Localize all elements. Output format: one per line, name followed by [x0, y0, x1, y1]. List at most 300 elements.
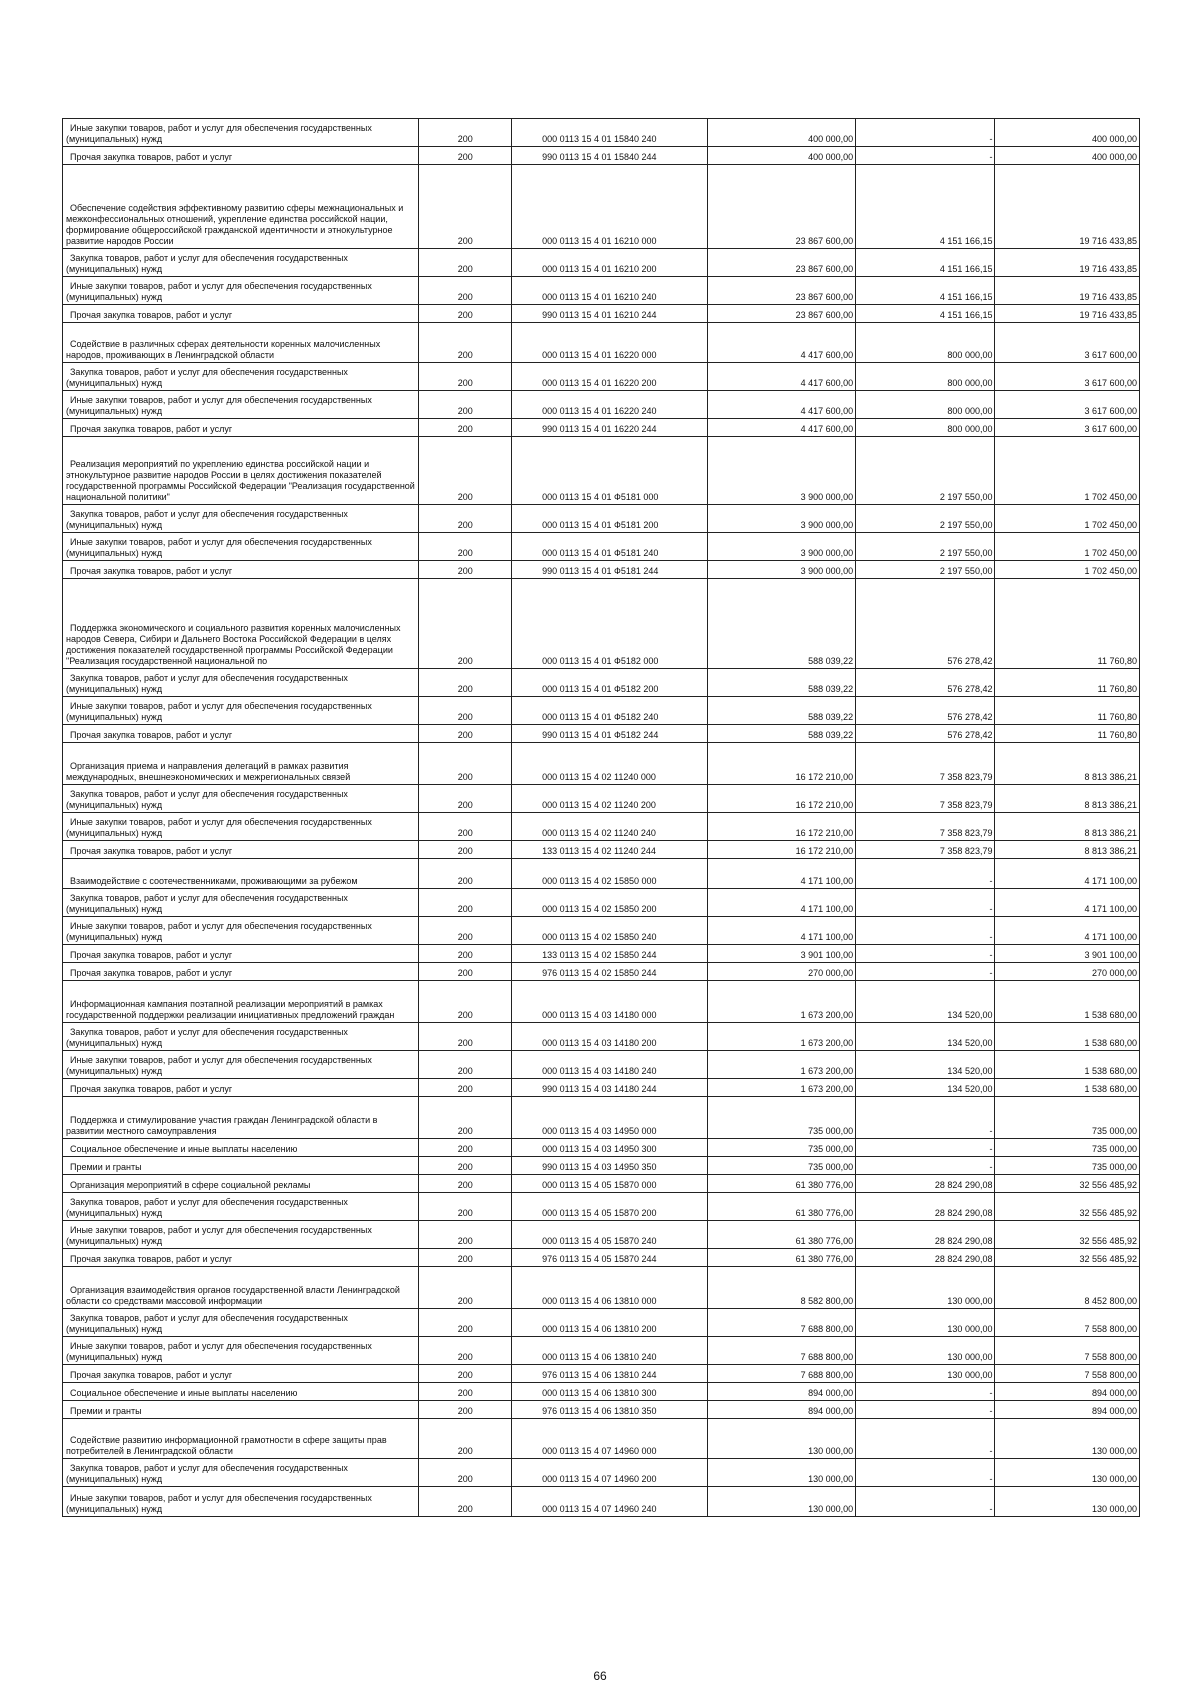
row-line-code: 200 [418, 1079, 512, 1097]
row-budget-code: 990 0113 15 4 01 16210 244 [512, 305, 707, 323]
table-row [63, 669, 1140, 697]
row-budget-code: 000 0113 15 4 03 14180 200 [512, 1023, 707, 1051]
row-unexecuted: 1 538 680,00 [995, 1023, 1140, 1051]
table-row [63, 1157, 1140, 1175]
table-row [63, 743, 1140, 785]
row-executed: 134 520,00 [856, 1023, 995, 1051]
row-budget-code: 000 0113 15 4 07 14960 200 [512, 1459, 707, 1487]
row-line-code: 200 [418, 391, 512, 419]
row-unexecuted: 32 556 485,92 [995, 1221, 1140, 1249]
row-name: Прочая закупка товаров, работ и услуг [63, 725, 419, 743]
row-unexecuted: 32 556 485,92 [995, 1193, 1140, 1221]
row-budget-code: 000 0113 15 4 01 Ф5182 200 [512, 669, 707, 697]
page-number: 66 [593, 1669, 607, 1683]
row-approved: 3 900 000,00 [707, 533, 856, 561]
row-unexecuted: 32 556 485,92 [995, 1249, 1140, 1267]
row-executed: 130 000,00 [856, 1309, 995, 1337]
row-budget-code: 000 0113 15 4 01 16220 240 [512, 391, 707, 419]
row-approved: 23 867 600,00 [707, 249, 856, 277]
row-executed: - [856, 963, 995, 981]
row-line-code: 200 [418, 1249, 512, 1267]
table-row [63, 1337, 1140, 1365]
row-name: Обеспечение содействия эффективному развитию сферы межнациональных и межконфессиональных отношений, укрепление единства российской нации, формирование общероссийской гражданской идентичности и этнокультурное развитие народов России [63, 165, 419, 249]
row-unexecuted: 4 171 100,00 [995, 889, 1140, 917]
row-line-code: 200 [418, 669, 512, 697]
row-executed: - [856, 1097, 995, 1139]
table-row [63, 813, 1140, 841]
row-approved: 23 867 600,00 [707, 305, 856, 323]
row-name: Содействие в различных сферах деятельности коренных малочисленных народов, проживающих в Ленинградской области [63, 323, 419, 363]
row-unexecuted: 11 760,80 [995, 697, 1140, 725]
table-row [63, 917, 1140, 945]
row-name: Прочая закупка товаров, работ и услуг [63, 1079, 419, 1097]
row-approved: 3 900 000,00 [707, 437, 856, 505]
table-row [63, 1023, 1140, 1051]
row-budget-code: 000 0113 15 4 01 Ф5182 240 [512, 697, 707, 725]
row-executed: - [856, 1139, 995, 1157]
row-name: Информационная кампания поэтапной реализации мероприятий в рамках государственной поддержки реализации инициативных предложений граждан [63, 981, 419, 1023]
row-unexecuted: 1 538 680,00 [995, 1051, 1140, 1079]
row-budget-code: 000 0113 15 4 02 11240 000 [512, 743, 707, 785]
row-name: Взаимодействие с соотечественниками, проживающими за рубежом [63, 859, 419, 889]
row-unexecuted: 270 000,00 [995, 963, 1140, 981]
row-budget-code: 000 0113 15 4 06 13810 240 [512, 1337, 707, 1365]
row-executed: 4 151 166,15 [856, 305, 995, 323]
row-unexecuted: 3 617 600,00 [995, 391, 1140, 419]
row-unexecuted: 3 617 600,00 [995, 419, 1140, 437]
row-line-code: 200 [418, 1267, 512, 1309]
row-approved: 8 582 800,00 [707, 1267, 856, 1309]
table-row [63, 859, 1140, 889]
row-line-code: 200 [418, 725, 512, 743]
row-approved: 130 000,00 [707, 1419, 856, 1459]
row-executed: 4 151 166,15 [856, 277, 995, 305]
row-unexecuted: 19 716 433,85 [995, 165, 1140, 249]
row-executed: 800 000,00 [856, 391, 995, 419]
row-budget-code: 000 0113 15 4 01 Ф5181 200 [512, 505, 707, 533]
row-line-code: 200 [418, 1383, 512, 1401]
row-unexecuted: 7 558 800,00 [995, 1337, 1140, 1365]
row-approved: 130 000,00 [707, 1459, 856, 1487]
row-budget-code: 000 0113 15 4 02 15850 200 [512, 889, 707, 917]
table-row [63, 249, 1140, 277]
row-approved: 61 380 776,00 [707, 1249, 856, 1267]
row-approved: 1 673 200,00 [707, 1079, 856, 1097]
row-line-code: 200 [418, 1419, 512, 1459]
row-name: Иные закупки товаров, работ и услуг для обеспечения государственных (муниципальных) нужд [63, 1487, 419, 1517]
row-approved: 16 172 210,00 [707, 785, 856, 813]
row-name: Иные закупки товаров, работ и услуг для обеспечения государственных (муниципальных) нужд [63, 1337, 419, 1365]
row-line-code: 200 [418, 249, 512, 277]
row-line-code: 200 [418, 743, 512, 785]
row-line-code: 200 [418, 561, 512, 579]
row-line-code: 200 [418, 785, 512, 813]
row-budget-code: 990 0113 15 4 01 Ф5181 244 [512, 561, 707, 579]
row-line-code: 200 [418, 917, 512, 945]
row-executed: 134 520,00 [856, 981, 995, 1023]
row-unexecuted: 3 617 600,00 [995, 363, 1140, 391]
row-approved: 400 000,00 [707, 119, 856, 147]
row-executed: - [856, 1157, 995, 1175]
table-row [63, 1309, 1140, 1337]
row-unexecuted: 3 901 100,00 [995, 945, 1140, 963]
row-approved: 16 172 210,00 [707, 743, 856, 785]
row-name: Организация мероприятий в сфере социальной рекламы [63, 1175, 419, 1193]
row-unexecuted: 1 702 450,00 [995, 437, 1140, 505]
row-name: Прочая закупка товаров, работ и услуг [63, 1365, 419, 1383]
row-executed: - [856, 945, 995, 963]
row-unexecuted: 7 558 800,00 [995, 1309, 1140, 1337]
row-line-code: 200 [418, 1051, 512, 1079]
budget-table [62, 118, 1140, 1517]
table-row [63, 391, 1140, 419]
row-executed: - [856, 889, 995, 917]
row-approved: 7 688 800,00 [707, 1337, 856, 1365]
row-unexecuted: 1 702 450,00 [995, 505, 1140, 533]
row-line-code: 200 [418, 1175, 512, 1193]
row-executed: - [856, 1459, 995, 1487]
row-line-code: 200 [418, 147, 512, 165]
row-budget-code: 000 0113 15 4 03 14180 000 [512, 981, 707, 1023]
row-executed: 28 824 290,08 [856, 1221, 995, 1249]
row-budget-code: 000 0113 15 4 01 Ф5182 000 [512, 579, 707, 669]
table-row [63, 119, 1140, 147]
row-executed: 4 151 166,15 [856, 249, 995, 277]
row-unexecuted: 1 538 680,00 [995, 981, 1140, 1023]
row-line-code: 200 [418, 841, 512, 859]
row-line-code: 200 [418, 277, 512, 305]
row-approved: 130 000,00 [707, 1487, 856, 1517]
row-name: Поддержка и стимулирование участия граждан Ленинградской области в развитии местного самоуправления [63, 1097, 419, 1139]
row-line-code: 200 [418, 119, 512, 147]
row-budget-code: 000 0113 15 4 07 14960 240 [512, 1487, 707, 1517]
row-budget-code: 976 0113 15 4 02 15850 244 [512, 963, 707, 981]
row-budget-code: 990 0113 15 4 01 16220 244 [512, 419, 707, 437]
row-unexecuted: 735 000,00 [995, 1139, 1140, 1157]
row-line-code: 200 [418, 889, 512, 917]
row-unexecuted: 894 000,00 [995, 1401, 1140, 1419]
row-name: Закупка товаров, работ и услуг для обеспечения государственных (муниципальных) нужд [63, 785, 419, 813]
row-name: Содействие развитию информационной грамотности в сфере защиты прав потребителей в Ленинградской области [63, 1419, 419, 1459]
row-budget-code: 000 0113 15 4 01 16220 000 [512, 323, 707, 363]
row-line-code: 200 [418, 165, 512, 249]
row-approved: 3 900 000,00 [707, 505, 856, 533]
row-executed: 576 278,42 [856, 697, 995, 725]
table-row [63, 945, 1140, 963]
table-row [63, 419, 1140, 437]
row-budget-code: 000 0113 15 4 01 15840 240 [512, 119, 707, 147]
row-approved: 23 867 600,00 [707, 277, 856, 305]
row-unexecuted: 11 760,80 [995, 725, 1140, 743]
row-line-code: 200 [418, 363, 512, 391]
table-row [63, 533, 1140, 561]
row-unexecuted: 130 000,00 [995, 1419, 1140, 1459]
row-approved: 588 039,22 [707, 579, 856, 669]
row-executed: - [856, 859, 995, 889]
row-approved: 4 171 100,00 [707, 917, 856, 945]
table-row [63, 165, 1140, 249]
row-line-code: 200 [418, 945, 512, 963]
row-executed: 2 197 550,00 [856, 505, 995, 533]
row-approved: 735 000,00 [707, 1097, 856, 1139]
row-approved: 7 688 800,00 [707, 1309, 856, 1337]
row-unexecuted: 1 702 450,00 [995, 561, 1140, 579]
row-unexecuted: 19 716 433,85 [995, 305, 1140, 323]
row-budget-code: 000 0113 15 4 03 14180 240 [512, 1051, 707, 1079]
row-unexecuted: 19 716 433,85 [995, 249, 1140, 277]
table-row [63, 1401, 1140, 1419]
row-approved: 270 000,00 [707, 963, 856, 981]
row-line-code: 200 [418, 1459, 512, 1487]
table-row [63, 1175, 1140, 1193]
row-approved: 735 000,00 [707, 1157, 856, 1175]
row-name: Реализация мероприятий по укреплению единства российской нации и этнокультурное развитие народов России в целях достижения показателей государственной программы Российской Федерации "Реализация государственной национальной политики" [63, 437, 419, 505]
row-budget-code: 000 0113 15 4 06 13810 000 [512, 1267, 707, 1309]
table-row [63, 363, 1140, 391]
table-row [63, 1419, 1140, 1459]
row-budget-code: 000 0113 15 4 01 16210 000 [512, 165, 707, 249]
row-unexecuted: 8 813 386,21 [995, 785, 1140, 813]
row-name: Иные закупки товаров, работ и услуг для обеспечения государственных (муниципальных) нужд [63, 277, 419, 305]
row-budget-code: 000 0113 15 4 05 15870 000 [512, 1175, 707, 1193]
row-name: Закупка товаров, работ и услуг для обеспечения государственных (муниципальных) нужд [63, 1193, 419, 1221]
row-unexecuted: 11 760,80 [995, 579, 1140, 669]
row-name: Поддержка экономического и социального развития коренных малочисленных народов Севера, Сибири и Дальнего Востока Российской Федерации в целях достижения показателей государственной программы Российской Федерации "Реализация государственной национальной по [63, 579, 419, 669]
row-executed: 2 197 550,00 [856, 561, 995, 579]
row-name: Прочая закупка товаров, работ и услуг [63, 841, 419, 859]
row-budget-code: 000 0113 15 4 05 15870 200 [512, 1193, 707, 1221]
row-budget-code: 000 0113 15 4 05 15870 240 [512, 1221, 707, 1249]
row-line-code: 200 [418, 1337, 512, 1365]
row-budget-code: 976 0113 15 4 05 15870 244 [512, 1249, 707, 1267]
row-unexecuted: 8 813 386,21 [995, 813, 1140, 841]
row-budget-code: 000 0113 15 4 06 13810 200 [512, 1309, 707, 1337]
row-line-code: 200 [418, 1139, 512, 1157]
table-row [63, 277, 1140, 305]
row-name: Иные закупки товаров, работ и услуг для обеспечения государственных (муниципальных) нужд [63, 1221, 419, 1249]
row-name: Иные закупки товаров, работ и услуг для обеспечения государственных (муниципальных) нужд [63, 391, 419, 419]
row-executed: - [856, 1419, 995, 1459]
row-budget-code: 000 0113 15 4 02 15850 240 [512, 917, 707, 945]
row-executed: 28 824 290,08 [856, 1175, 995, 1193]
table-row [63, 1365, 1140, 1383]
row-executed: - [856, 917, 995, 945]
row-unexecuted: 4 171 100,00 [995, 917, 1140, 945]
row-unexecuted: 8 813 386,21 [995, 841, 1140, 859]
row-unexecuted: 735 000,00 [995, 1097, 1140, 1139]
table-row [63, 579, 1140, 669]
row-name: Прочая закупка товаров, работ и услуг [63, 1249, 419, 1267]
row-name: Прочая закупка товаров, работ и услуг [63, 305, 419, 323]
row-line-code: 200 [418, 505, 512, 533]
row-name: Закупка товаров, работ и услуг для обеспечения государственных (муниципальных) нужд [63, 1459, 419, 1487]
row-name: Иные закупки товаров, работ и услуг для обеспечения государственных (муниципальных) нужд [63, 119, 419, 147]
row-executed: 800 000,00 [856, 419, 995, 437]
row-budget-code: 000 0113 15 4 07 14960 000 [512, 1419, 707, 1459]
row-executed: 130 000,00 [856, 1267, 995, 1309]
table-row [63, 561, 1140, 579]
row-executed: 800 000,00 [856, 323, 995, 363]
row-line-code: 200 [418, 1309, 512, 1337]
row-executed: 2 197 550,00 [856, 533, 995, 561]
row-line-code: 200 [418, 813, 512, 841]
row-budget-code: 000 0113 15 4 01 16210 200 [512, 249, 707, 277]
row-name: Иные закупки товаров, работ и услуг для обеспечения государственных (муниципальных) нужд [63, 697, 419, 725]
row-approved: 894 000,00 [707, 1401, 856, 1419]
row-name: Иные закупки товаров, работ и услуг для обеспечения государственных (муниципальных) нужд [63, 917, 419, 945]
row-name: Закупка товаров, работ и услуг для обеспечения государственных (муниципальных) нужд [63, 1309, 419, 1337]
row-unexecuted: 3 617 600,00 [995, 323, 1140, 363]
row-line-code: 200 [418, 1401, 512, 1419]
row-budget-code: 000 0113 15 4 03 14950 300 [512, 1139, 707, 1157]
row-executed: 28 824 290,08 [856, 1249, 995, 1267]
row-name: Премии и гранты [63, 1157, 419, 1175]
row-line-code: 200 [418, 1193, 512, 1221]
row-name: Закупка товаров, работ и услуг для обеспечения государственных (муниципальных) нужд [63, 505, 419, 533]
table-row [63, 1221, 1140, 1249]
row-budget-code: 000 0113 15 4 01 16210 240 [512, 277, 707, 305]
row-approved: 1 673 200,00 [707, 1023, 856, 1051]
row-approved: 588 039,22 [707, 669, 856, 697]
row-line-code: 200 [418, 1221, 512, 1249]
row-unexecuted: 130 000,00 [995, 1459, 1140, 1487]
row-budget-code: 133 0113 15 4 02 11240 244 [512, 841, 707, 859]
budget-table-body [63, 119, 1140, 1517]
row-approved: 4 417 600,00 [707, 391, 856, 419]
row-executed: 130 000,00 [856, 1365, 995, 1383]
row-line-code: 200 [418, 579, 512, 669]
table-row [63, 1267, 1140, 1309]
row-approved: 4 417 600,00 [707, 323, 856, 363]
row-approved: 61 380 776,00 [707, 1221, 856, 1249]
table-row [63, 1459, 1140, 1487]
row-executed: 7 358 823,79 [856, 841, 995, 859]
table-row [63, 1383, 1140, 1401]
table-row [63, 785, 1140, 813]
row-budget-code: 976 0113 15 4 06 13810 244 [512, 1365, 707, 1383]
row-approved: 61 380 776,00 [707, 1175, 856, 1193]
row-line-code: 200 [418, 1157, 512, 1175]
row-approved: 588 039,22 [707, 725, 856, 743]
row-unexecuted: 19 716 433,85 [995, 277, 1140, 305]
table-row [63, 1193, 1140, 1221]
row-line-code: 200 [418, 1023, 512, 1051]
row-budget-code: 000 0113 15 4 01 16220 200 [512, 363, 707, 391]
row-budget-code: 990 0113 15 4 03 14950 350 [512, 1157, 707, 1175]
row-name: Социальное обеспечение и иные выплаты населению [63, 1139, 419, 1157]
row-line-code: 200 [418, 1365, 512, 1383]
table-row [63, 1249, 1140, 1267]
table-row [63, 1097, 1140, 1139]
row-name: Прочая закупка товаров, работ и услуг [63, 147, 419, 165]
row-approved: 400 000,00 [707, 147, 856, 165]
row-executed: 7 358 823,79 [856, 743, 995, 785]
row-unexecuted: 11 760,80 [995, 669, 1140, 697]
row-line-code: 200 [418, 437, 512, 505]
row-executed: - [856, 1487, 995, 1517]
row-unexecuted: 7 558 800,00 [995, 1365, 1140, 1383]
row-executed: 576 278,42 [856, 579, 995, 669]
row-unexecuted: 1 702 450,00 [995, 533, 1140, 561]
row-unexecuted: 894 000,00 [995, 1383, 1140, 1401]
row-executed: - [856, 147, 995, 165]
row-name: Иные закупки товаров, работ и услуг для обеспечения государственных (муниципальных) нужд [63, 1051, 419, 1079]
row-budget-code: 000 0113 15 4 01 Ф5181 000 [512, 437, 707, 505]
row-budget-code: 990 0113 15 4 03 14180 244 [512, 1079, 707, 1097]
row-approved: 4 417 600,00 [707, 363, 856, 391]
row-executed: 130 000,00 [856, 1337, 995, 1365]
row-name: Социальное обеспечение и иные выплаты населению [63, 1383, 419, 1401]
row-executed: 800 000,00 [856, 363, 995, 391]
row-name: Закупка товаров, работ и услуг для обеспечения государственных (муниципальных) нужд [63, 1023, 419, 1051]
table-row [63, 147, 1140, 165]
table-row [63, 323, 1140, 363]
row-executed: 7 358 823,79 [856, 785, 995, 813]
row-line-code: 200 [418, 1487, 512, 1517]
table-row [63, 981, 1140, 1023]
row-budget-code: 990 0113 15 4 01 15840 244 [512, 147, 707, 165]
table-row [63, 841, 1140, 859]
table-row [63, 1051, 1140, 1079]
row-budget-code: 000 0113 15 4 02 11240 200 [512, 785, 707, 813]
row-approved: 3 900 000,00 [707, 561, 856, 579]
row-approved: 16 172 210,00 [707, 813, 856, 841]
row-line-code: 200 [418, 859, 512, 889]
row-name: Организация взаимодействия органов государственной власти Ленинградской области со средствами массовой информации [63, 1267, 419, 1309]
row-budget-code: 976 0113 15 4 06 13810 350 [512, 1401, 707, 1419]
table-row [63, 437, 1140, 505]
row-unexecuted: 400 000,00 [995, 147, 1140, 165]
row-approved: 4 171 100,00 [707, 859, 856, 889]
row-executed: 134 520,00 [856, 1079, 995, 1097]
row-budget-code: 000 0113 15 4 03 14950 000 [512, 1097, 707, 1139]
row-budget-code: 000 0113 15 4 06 13810 300 [512, 1383, 707, 1401]
row-line-code: 200 [418, 963, 512, 981]
row-executed: - [856, 1383, 995, 1401]
row-name: Премии и гранты [63, 1401, 419, 1419]
row-executed: 134 520,00 [856, 1051, 995, 1079]
row-approved: 735 000,00 [707, 1139, 856, 1157]
row-line-code: 200 [418, 697, 512, 725]
table-row [63, 1139, 1140, 1157]
row-budget-code: 133 0113 15 4 02 15850 244 [512, 945, 707, 963]
row-executed: - [856, 119, 995, 147]
row-approved: 4 417 600,00 [707, 419, 856, 437]
row-name: Организация приема и направления делегаций в рамках развития международных, внешнеэкономических и межрегиональных связей [63, 743, 419, 785]
row-unexecuted: 400 000,00 [995, 119, 1140, 147]
row-approved: 61 380 776,00 [707, 1193, 856, 1221]
table-row [63, 505, 1140, 533]
row-executed: 28 824 290,08 [856, 1193, 995, 1221]
row-line-code: 200 [418, 981, 512, 1023]
row-line-code: 200 [418, 323, 512, 363]
row-unexecuted: 4 171 100,00 [995, 859, 1140, 889]
row-approved: 1 673 200,00 [707, 1051, 856, 1079]
row-executed: 4 151 166,15 [856, 165, 995, 249]
table-row [63, 305, 1140, 323]
row-line-code: 200 [418, 533, 512, 561]
row-budget-code: 000 0113 15 4 02 15850 000 [512, 859, 707, 889]
row-unexecuted: 130 000,00 [995, 1487, 1140, 1517]
row-approved: 3 901 100,00 [707, 945, 856, 963]
table-row [63, 963, 1140, 981]
row-budget-code: 000 0113 15 4 02 11240 240 [512, 813, 707, 841]
row-name: Закупка товаров, работ и услуг для обеспечения государственных (муниципальных) нужд [63, 363, 419, 391]
row-approved: 894 000,00 [707, 1383, 856, 1401]
row-name: Прочая закупка товаров, работ и услуг [63, 945, 419, 963]
row-unexecuted: 1 538 680,00 [995, 1079, 1140, 1097]
row-executed: 7 358 823,79 [856, 813, 995, 841]
